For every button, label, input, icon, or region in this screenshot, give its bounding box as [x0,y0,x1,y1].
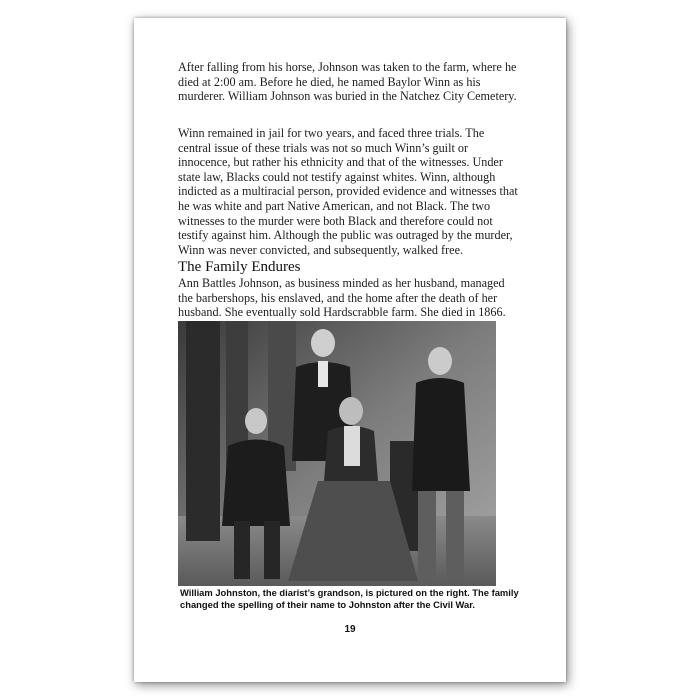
page-number: 19 [344,624,356,635]
section-heading: The Family Endures [178,259,301,275]
family-photograph [178,321,496,586]
family-photo-illustration [178,321,496,586]
paragraph-johnson-death: After falling from his horse, Johnson was taken to the farm, where he died at 2:00 am. Before he died, he named Baylor Winn as his murderer. William Johnson was buried in the Natchez City Cemetery. [178,60,517,104]
paragraph-ann-johnson: Ann Battles Johnson, as business minded as her husband, managed the barbershops, his enslaved, and the home after the death of her husband. She eventually sold Hardscrabble farm. She died in 1866. [178,276,506,320]
paragraph-winn-trials: Winn remained in jail for two years, and faced three trials. The central issue of these trials was not so much Winn’s guilt or innocence, but rather his ethnicity and that of the witnesses. Under state law, Blacks could not testify against whites. Winn, although indicted as a multiracial person, provided evidence and witnesses that he was white and part Native American, and not Black. The two witnesses to the murder were both Black and therefore could not testify against him. Although the public was outraged by the murder, Winn was never convicted, and subsequently, walked free. [178,126,518,257]
book-page [134,18,566,682]
photo-caption: William Johnston, the diarist’s grandson, is pictured on the right. The family changed the spelling of their name to Johnston after the Civil War. [180,587,519,610]
